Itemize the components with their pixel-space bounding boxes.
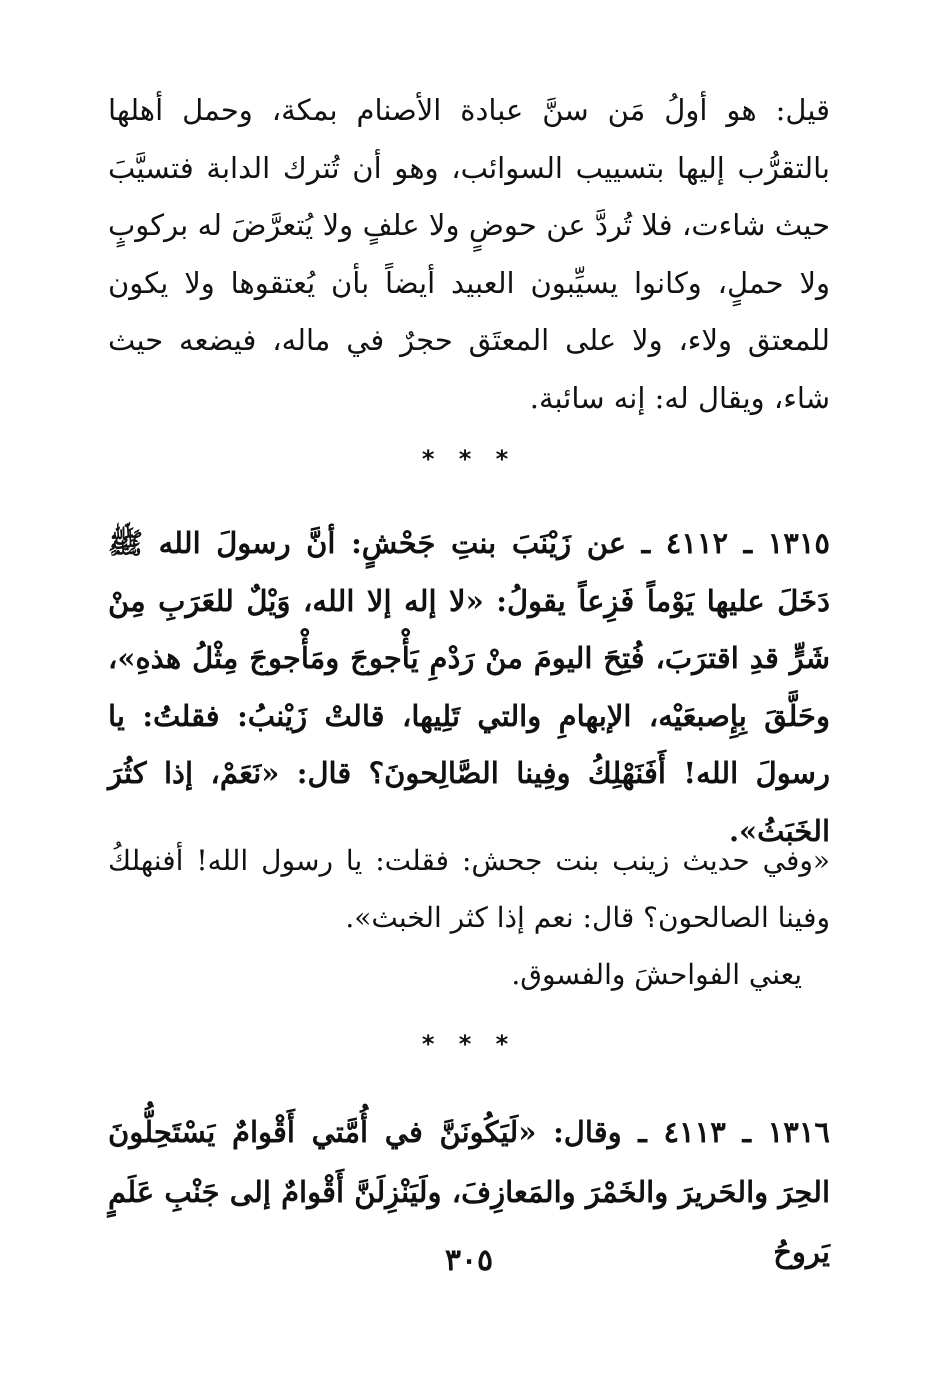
hadith-1316-text: ١٣١٦ ـ ٤١١٣ ـ وقال: «لَيَكُونَنَّ في أُمَّتي أَقْوامٌ يَسْتَحِلُّونَ الحِرَ والحَريرَ والخَمْرَ والمَعازِفَ، ولَيَنْزِلَنَّ أَقْوامٌ إلى جَنْبِ عَلَمٍ يَروحُ bbox=[108, 1115, 830, 1269]
section-separator: * * * bbox=[421, 445, 517, 473]
commentary-paragraph-2: يعني الفواحشَ والفسوق. bbox=[511, 958, 802, 991]
commentary-paragraph-1: «وفي حديث زينب بنت جحش: فقلت: يا رسول الله! أفنهلكُ وفينا الصالحون؟ قال: نعم إذا كثر الخبث». bbox=[108, 844, 830, 934]
section-separator-2: * * * bbox=[421, 1030, 517, 1058]
explanation-paragraph-block bbox=[108, 82, 830, 427]
hadith-1315-block bbox=[108, 515, 830, 860]
commentary-block bbox=[108, 832, 830, 1003]
page-number: ٣٠٥ bbox=[444, 1243, 494, 1278]
explanation-paragraph: قيل: هو أولُ مَن سنَّ عبادة الأصنام بمكة، وحمل أهلها بالتقرُّب إليها بتسييب السوائب، وهو أن تُترك الدابة فتسيَّبَ حيث شاءت، فلا تُردَّ عن حوضٍ ولا علفٍ ولا يُتعرَّضَ له بركوبٍ ولا حملٍ، وكانوا يسيِّبون العبيد أيضاً بأن يُعتقوها ولا يكون للمعتق ولاء، ولا على المعتَق حجرٌ في ماله، فيضعه حيث شاء، ويقال له: إنه سائبة. bbox=[108, 93, 830, 415]
hadith-1315-text: ١٣١٥ ـ ٤١١٢ ـ عن زَيْنَبَ بنتِ جَحْشٍ: أنَّ رسولَ الله ﷺ دَخَلَ عليها يَوْماً فَزِعاً يقولُ: «لا إله إلا الله، وَيْلٌ للعَرَبِ مِنْ شَرٍّ قدِ اقترَبَ، فُتِحَ اليومَ منْ رَدْمِ يَأْجوجَ ومَأْجوجَ مِثْلُ هذهِ»، وحَلَّقَ بِإِصبعَيْه، الإبهامِ والتي تَلِيها، قالتْ زَيْنبُ: فقلتُ: يا رسولَ الله! أَفَنَهْلِكُ وفِينا الصَّالِحونَ؟ قال: «نَعَمْ، إذا كثُرَ الخَبَثُ». bbox=[108, 526, 830, 848]
